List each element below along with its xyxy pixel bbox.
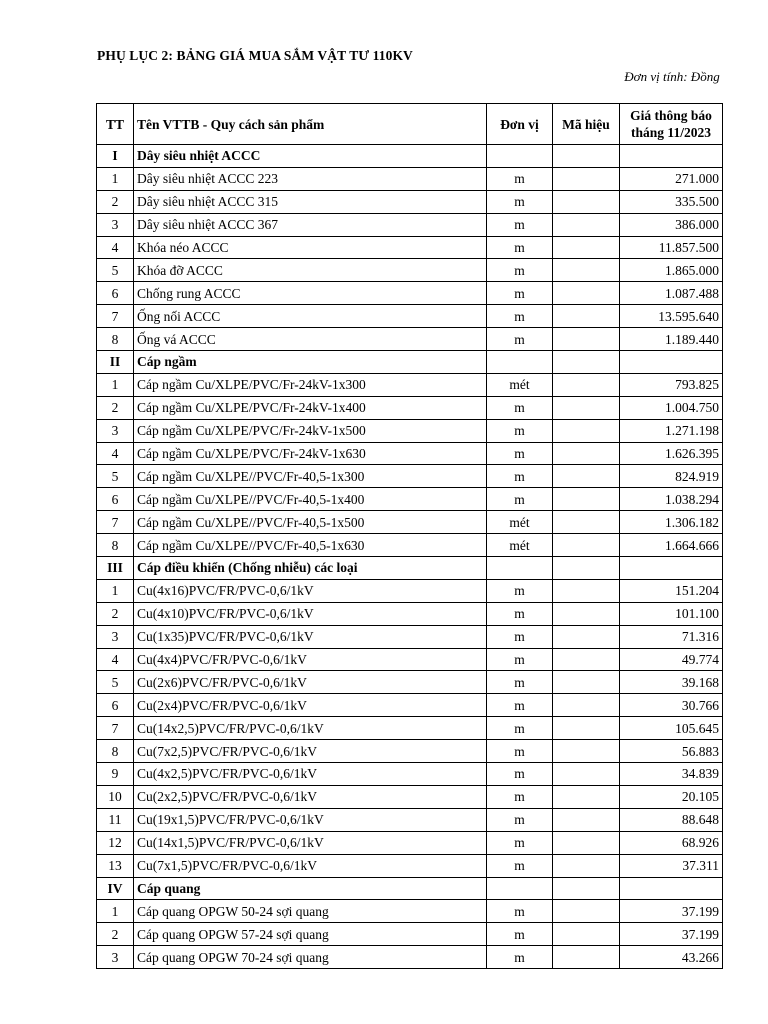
cell-name: Cáp quang OPGW 50-24 sợi quang [134, 900, 487, 923]
cell-price: 105.645 [620, 717, 723, 740]
cell-tt: 3 [97, 213, 134, 236]
cell-code [553, 236, 620, 259]
cell-price: 43.266 [620, 946, 723, 969]
cell-tt: 2 [97, 396, 134, 419]
cell-price [620, 145, 723, 168]
cell-code [553, 328, 620, 351]
cell-price: 30.766 [620, 694, 723, 717]
cell-code [553, 190, 620, 213]
cell-price: 335.500 [620, 190, 723, 213]
cell-name: Khóa đỡ ACCC [134, 259, 487, 282]
cell-name: Dây siêu nhiệt ACCC [134, 145, 487, 168]
section-row [97, 557, 723, 580]
cell-unit: m [487, 213, 553, 236]
table-row [97, 900, 723, 923]
cell-code [553, 282, 620, 305]
cell-price: 39.168 [620, 671, 723, 694]
cell-tt: II [97, 351, 134, 374]
cell-name: Cu(4x16)PVC/FR/PVC-0,6/1kV [134, 579, 487, 602]
cell-price: 37.199 [620, 900, 723, 923]
cell-code [553, 534, 620, 557]
cell-tt: 7 [97, 717, 134, 740]
section-row [97, 351, 723, 374]
cell-tt: 3 [97, 946, 134, 969]
cell-unit: mét [487, 373, 553, 396]
cell-unit: m [487, 259, 553, 282]
table-row [97, 442, 723, 465]
cell-unit: m [487, 900, 553, 923]
cell-price: 71.316 [620, 625, 723, 648]
cell-unit: m [487, 740, 553, 763]
cell-unit: m [487, 854, 553, 877]
cell-tt: 13 [97, 854, 134, 877]
header-tt: TT [97, 104, 134, 145]
table-row [97, 488, 723, 511]
cell-tt: 4 [97, 236, 134, 259]
cell-tt: 7 [97, 511, 134, 534]
cell-tt: 8 [97, 534, 134, 557]
cell-name: Cáp ngầm Cu/XLPE//PVC/Fr-40,5-1x400 [134, 488, 487, 511]
cell-code [553, 579, 620, 602]
cell-name: Cáp ngầm Cu/XLPE/PVC/Fr-24kV-1x630 [134, 442, 487, 465]
cell-price: 68.926 [620, 831, 723, 854]
cell-code [553, 900, 620, 923]
cell-unit: m [487, 717, 553, 740]
cell-price: 1.189.440 [620, 328, 723, 351]
cell-name: Cáp ngầm Cu/XLPE/PVC/Fr-24kV-1x300 [134, 373, 487, 396]
cell-code [553, 442, 620, 465]
cell-code [553, 602, 620, 625]
cell-name: Chống rung ACCC [134, 282, 487, 305]
cell-name: Cu(19x1,5)PVC/FR/PVC-0,6/1kV [134, 808, 487, 831]
cell-tt: 4 [97, 442, 134, 465]
table-row [97, 282, 723, 305]
cell-tt: 3 [97, 419, 134, 442]
header-price [620, 104, 723, 145]
cell-unit: m [487, 763, 553, 786]
cell-code [553, 694, 620, 717]
cell-code [553, 946, 620, 969]
cell-unit: m [487, 442, 553, 465]
cell-code [553, 305, 620, 328]
cell-code [553, 877, 620, 900]
cell-name: Cu(14x1,5)PVC/FR/PVC-0,6/1kV [134, 831, 487, 854]
cell-tt: 5 [97, 465, 134, 488]
cell-tt: 8 [97, 328, 134, 351]
cell-tt: 1 [97, 167, 134, 190]
cell-price: 37.311 [620, 854, 723, 877]
cell-unit: m [487, 671, 553, 694]
header-name: Tên VTTB - Quy cách sản phẩm [134, 104, 487, 145]
cell-code [553, 808, 620, 831]
cell-code [553, 419, 620, 442]
cell-unit: m [487, 579, 553, 602]
cell-tt: 7 [97, 305, 134, 328]
cell-tt: 2 [97, 190, 134, 213]
cell-price: 34.839 [620, 763, 723, 786]
cell-name: Cáp quang OPGW 57-24 sợi quang [134, 923, 487, 946]
cell-unit: m [487, 190, 553, 213]
cell-price: 37.199 [620, 923, 723, 946]
cell-name: Ống nối ACCC [134, 305, 487, 328]
cell-price: 1.038.294 [620, 488, 723, 511]
cell-price: 1.087.488 [620, 282, 723, 305]
cell-price: 13.595.640 [620, 305, 723, 328]
page-title: PHỤ LỤC 2: BẢNG GIÁ MUA SẮM VẬT TƯ 110KV [97, 48, 413, 63]
cell-tt: 8 [97, 740, 134, 763]
cell-unit: m [487, 808, 553, 831]
cell-name: Dây siêu nhiệt ACCC 315 [134, 190, 487, 213]
cell-name: Cáp điều khiển (Chống nhiễu) các loại [134, 557, 487, 580]
table-row [97, 534, 723, 557]
table-row [97, 740, 723, 763]
header-unit: Đơn vị [487, 104, 553, 145]
cell-name: Cu(2x4)PVC/FR/PVC-0,6/1kV [134, 694, 487, 717]
cell-name: Cáp ngầm Cu/XLPE/PVC/Fr-24kV-1x500 [134, 419, 487, 442]
cell-unit: m [487, 694, 553, 717]
table-row [97, 717, 723, 740]
header-code: Mã hiệu [553, 104, 620, 145]
cell-name: Cáp ngầm [134, 351, 487, 374]
cell-unit: m [487, 282, 553, 305]
cell-name: Cu(4x4)PVC/FR/PVC-0,6/1kV [134, 648, 487, 671]
table-body [97, 145, 723, 969]
cell-code [553, 717, 620, 740]
cell-price: 824.919 [620, 465, 723, 488]
table-row [97, 785, 723, 808]
cell-unit: m [487, 648, 553, 671]
cell-tt: III [97, 557, 134, 580]
cell-price: 386.000 [620, 213, 723, 236]
cell-unit [487, 877, 553, 900]
cell-price: 1.271.198 [620, 419, 723, 442]
cell-code [553, 396, 620, 419]
cell-tt: 5 [97, 259, 134, 282]
cell-name: Cu(7x1,5)PVC/FR/PVC-0,6/1kV [134, 854, 487, 877]
cell-tt: 5 [97, 671, 134, 694]
cell-price: 11.857.500 [620, 236, 723, 259]
cell-code [553, 854, 620, 877]
table-row [97, 190, 723, 213]
cell-unit [487, 145, 553, 168]
cell-unit: m [487, 602, 553, 625]
cell-unit: mét [487, 511, 553, 534]
cell-price: 1.865.000 [620, 259, 723, 282]
price-table [96, 103, 723, 969]
table-row [97, 396, 723, 419]
cell-price: 1.664.666 [620, 534, 723, 557]
cell-code [553, 923, 620, 946]
cell-tt: 2 [97, 602, 134, 625]
table-row [97, 328, 723, 351]
cell-name: Cu(14x2,5)PVC/FR/PVC-0,6/1kV [134, 717, 487, 740]
cell-code [553, 373, 620, 396]
cell-name: Cáp ngầm Cu/XLPE//PVC/Fr-40,5-1x630 [134, 534, 487, 557]
cell-tt: 4 [97, 648, 134, 671]
table-row [97, 923, 723, 946]
cell-price: 793.825 [620, 373, 723, 396]
cell-unit: m [487, 831, 553, 854]
table-row [97, 373, 723, 396]
cell-code [553, 488, 620, 511]
cell-name: Cáp ngầm Cu/XLPE//PVC/Fr-40,5-1x500 [134, 511, 487, 534]
cell-tt: 2 [97, 923, 134, 946]
cell-name: Cu(7x2,5)PVC/FR/PVC-0,6/1kV [134, 740, 487, 763]
cell-code [553, 740, 620, 763]
cell-tt: 1 [97, 579, 134, 602]
cell-code [553, 213, 620, 236]
cell-tt: 10 [97, 785, 134, 808]
cell-tt: I [97, 145, 134, 168]
cell-name: Cu(2x6)PVC/FR/PVC-0,6/1kV [134, 671, 487, 694]
cell-price: 56.883 [620, 740, 723, 763]
cell-price [620, 351, 723, 374]
cell-unit: m [487, 625, 553, 648]
table-row [97, 625, 723, 648]
cell-price [620, 557, 723, 580]
cell-code [553, 625, 620, 648]
table-header [97, 104, 723, 145]
table-row [97, 763, 723, 786]
cell-unit: m [487, 923, 553, 946]
table-row [97, 854, 723, 877]
cell-unit: m [487, 946, 553, 969]
cell-tt: 6 [97, 694, 134, 717]
cell-name: Cu(4x10)PVC/FR/PVC-0,6/1kV [134, 602, 487, 625]
cell-price: 88.648 [620, 808, 723, 831]
header-price-line1: Giá thông báo [630, 108, 712, 123]
cell-name: Ống vá ACCC [134, 328, 487, 351]
cell-unit: m [487, 328, 553, 351]
cell-price: 271.000 [620, 167, 723, 190]
table-row [97, 167, 723, 190]
cell-code [553, 785, 620, 808]
cell-code [553, 259, 620, 282]
cell-unit: m [487, 465, 553, 488]
cell-name: Cu(2x2,5)PVC/FR/PVC-0,6/1kV [134, 785, 487, 808]
cell-code [553, 167, 620, 190]
cell-unit: m [487, 396, 553, 419]
cell-tt: IV [97, 877, 134, 900]
table-row [97, 671, 723, 694]
section-row [97, 877, 723, 900]
cell-price: 1.626.395 [620, 442, 723, 465]
cell-unit: m [487, 236, 553, 259]
cell-price [620, 877, 723, 900]
cell-tt: 1 [97, 373, 134, 396]
cell-unit: m [487, 419, 553, 442]
cell-name: Cáp ngầm Cu/XLPE//PVC/Fr-40,5-1x300 [134, 465, 487, 488]
table-row [97, 213, 723, 236]
cell-name: Cáp ngầm Cu/XLPE/PVC/Fr-24kV-1x400 [134, 396, 487, 419]
cell-tt: 1 [97, 900, 134, 923]
cell-tt: 11 [97, 808, 134, 831]
cell-unit [487, 351, 553, 374]
table-row [97, 831, 723, 854]
cell-code [553, 557, 620, 580]
cell-code [553, 145, 620, 168]
table-row [97, 808, 723, 831]
table-row [97, 602, 723, 625]
cell-tt: 6 [97, 282, 134, 305]
cell-code [553, 465, 620, 488]
cell-price: 1.306.182 [620, 511, 723, 534]
cell-unit: m [487, 305, 553, 328]
table-row [97, 236, 723, 259]
cell-price: 151.204 [620, 579, 723, 602]
cell-tt: 9 [97, 763, 134, 786]
table-row [97, 465, 723, 488]
cell-code [553, 648, 620, 671]
cell-price: 1.004.750 [620, 396, 723, 419]
cell-name: Khóa néo ACCC [134, 236, 487, 259]
cell-unit [487, 557, 553, 580]
cell-unit: m [487, 488, 553, 511]
cell-tt: 6 [97, 488, 134, 511]
cell-price: 20.105 [620, 785, 723, 808]
cell-tt: 12 [97, 831, 134, 854]
section-row [97, 145, 723, 168]
cell-unit: m [487, 785, 553, 808]
cell-unit: m [487, 167, 553, 190]
currency-unit-note: Đơn vị tính: Đồng [624, 69, 720, 84]
table-row [97, 694, 723, 717]
cell-price: 101.100 [620, 602, 723, 625]
cell-name: Cu(1x35)PVC/FR/PVC-0,6/1kV [134, 625, 487, 648]
cell-name: Dây siêu nhiệt ACCC 367 [134, 213, 487, 236]
table-row [97, 305, 723, 328]
cell-code [553, 351, 620, 374]
header-price-line2: tháng 11/2023 [631, 125, 711, 140]
table-row [97, 579, 723, 602]
table-row [97, 648, 723, 671]
table-row [97, 259, 723, 282]
header-row [97, 104, 723, 145]
cell-code [553, 831, 620, 854]
cell-tt: 3 [97, 625, 134, 648]
table-row [97, 419, 723, 442]
table-row [97, 946, 723, 969]
cell-name: Cáp quang OPGW 70-24 sợi quang [134, 946, 487, 969]
cell-name: Dây siêu nhiệt ACCC 223 [134, 167, 487, 190]
cell-unit: mét [487, 534, 553, 557]
cell-code [553, 763, 620, 786]
table-row [97, 511, 723, 534]
cell-code [553, 511, 620, 534]
cell-name: Cáp quang [134, 877, 487, 900]
cell-name: Cu(4x2,5)PVC/FR/PVC-0,6/1kV [134, 763, 487, 786]
cell-price: 49.774 [620, 648, 723, 671]
cell-code [553, 671, 620, 694]
